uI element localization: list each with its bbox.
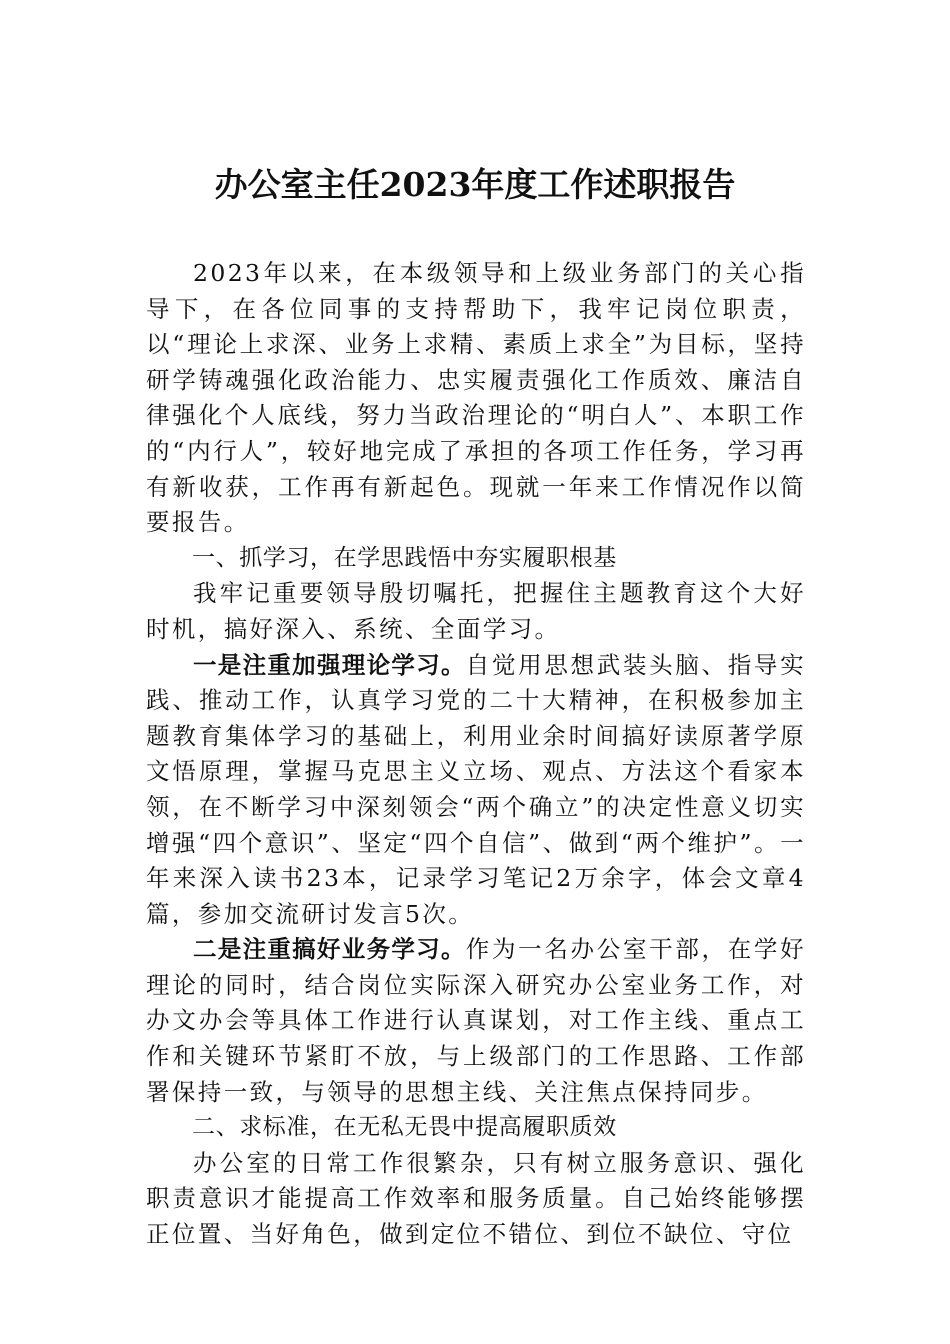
section-1-heading: 一、抓学习，在学思践悟中夯实履职根基 xyxy=(192,544,617,571)
item-2-lead: 二是注重搞好业务学习。 xyxy=(193,935,466,964)
item-1-lead: 一是注重加强理论学习。 xyxy=(193,650,466,679)
document-body xyxy=(146,256,806,1253)
intro-paragraph: 2023年以来，在本级领导和上级业务部门的关心指导下，在各位同事的支持帮助下，我牢记岗位职责，以“理论上求深、业务上求精、素质上求全”为目标，坚持研学铸魂强化政治能力、忠实履责强化工作质效、廉洁自律强化个人底线，努力当政治理论的“明白人”、本职工作的“内行人”，较好地完成了承担的各项工作任务，学习再有新收获，工作再有新起色。现就一年来工作情况作以简要报告。 xyxy=(146,259,806,537)
item-2-text: 作为一名办公室干部，在学好理论的同时，结合岗位实际深入研究办公室业务工作，对办文办会等具体工作进行认真谋划，对工作主线、重点工作和关键环节紧盯不放，与上级部门的工作思路、工作部署保持一致，与领导的思想主线、关注焦点保持同步。 xyxy=(146,935,807,1106)
section-1-item-1 xyxy=(146,648,806,933)
section-1-item-2 xyxy=(146,932,806,1110)
item-1-text: 自觉用思想武装头脑、指导实践、推动工作，认真学习党的二十大精神，在积极参加主题教育集体学习的基础上，利用业余时间搞好读原著学原文悟原理，掌握马克思主义立场、观点、方法这个看家本领，在不断学习中深刻领会“两个确立”的决定性意义切实增强“四个意识”、坚定“四个自信”、做到“两个维护”。一年来深入读书23本，记录学习笔记2万余字，体会文章4篇，参加交流研讨发言5次。 xyxy=(146,650,807,928)
section-1-paragraph: 我牢记重要领导殷切嘱托，把握住主题教育这个大好时机，搞好深入、系统、全面学习。 xyxy=(146,579,806,643)
section-2-paragraph: 办公室的日常工作很繁杂，只有树立服务意识、强化职责意识才能提高工作效率和服务质量。自己始终能够摆正位置、当好角色，做到定位不错位、到位不缺位、守位 xyxy=(146,1148,806,1249)
section-2-heading: 二、求标准，在无私无畏中提高履职质效 xyxy=(192,1114,617,1141)
document-title: 办公室主任2023年度工作述职报告 xyxy=(214,165,736,204)
